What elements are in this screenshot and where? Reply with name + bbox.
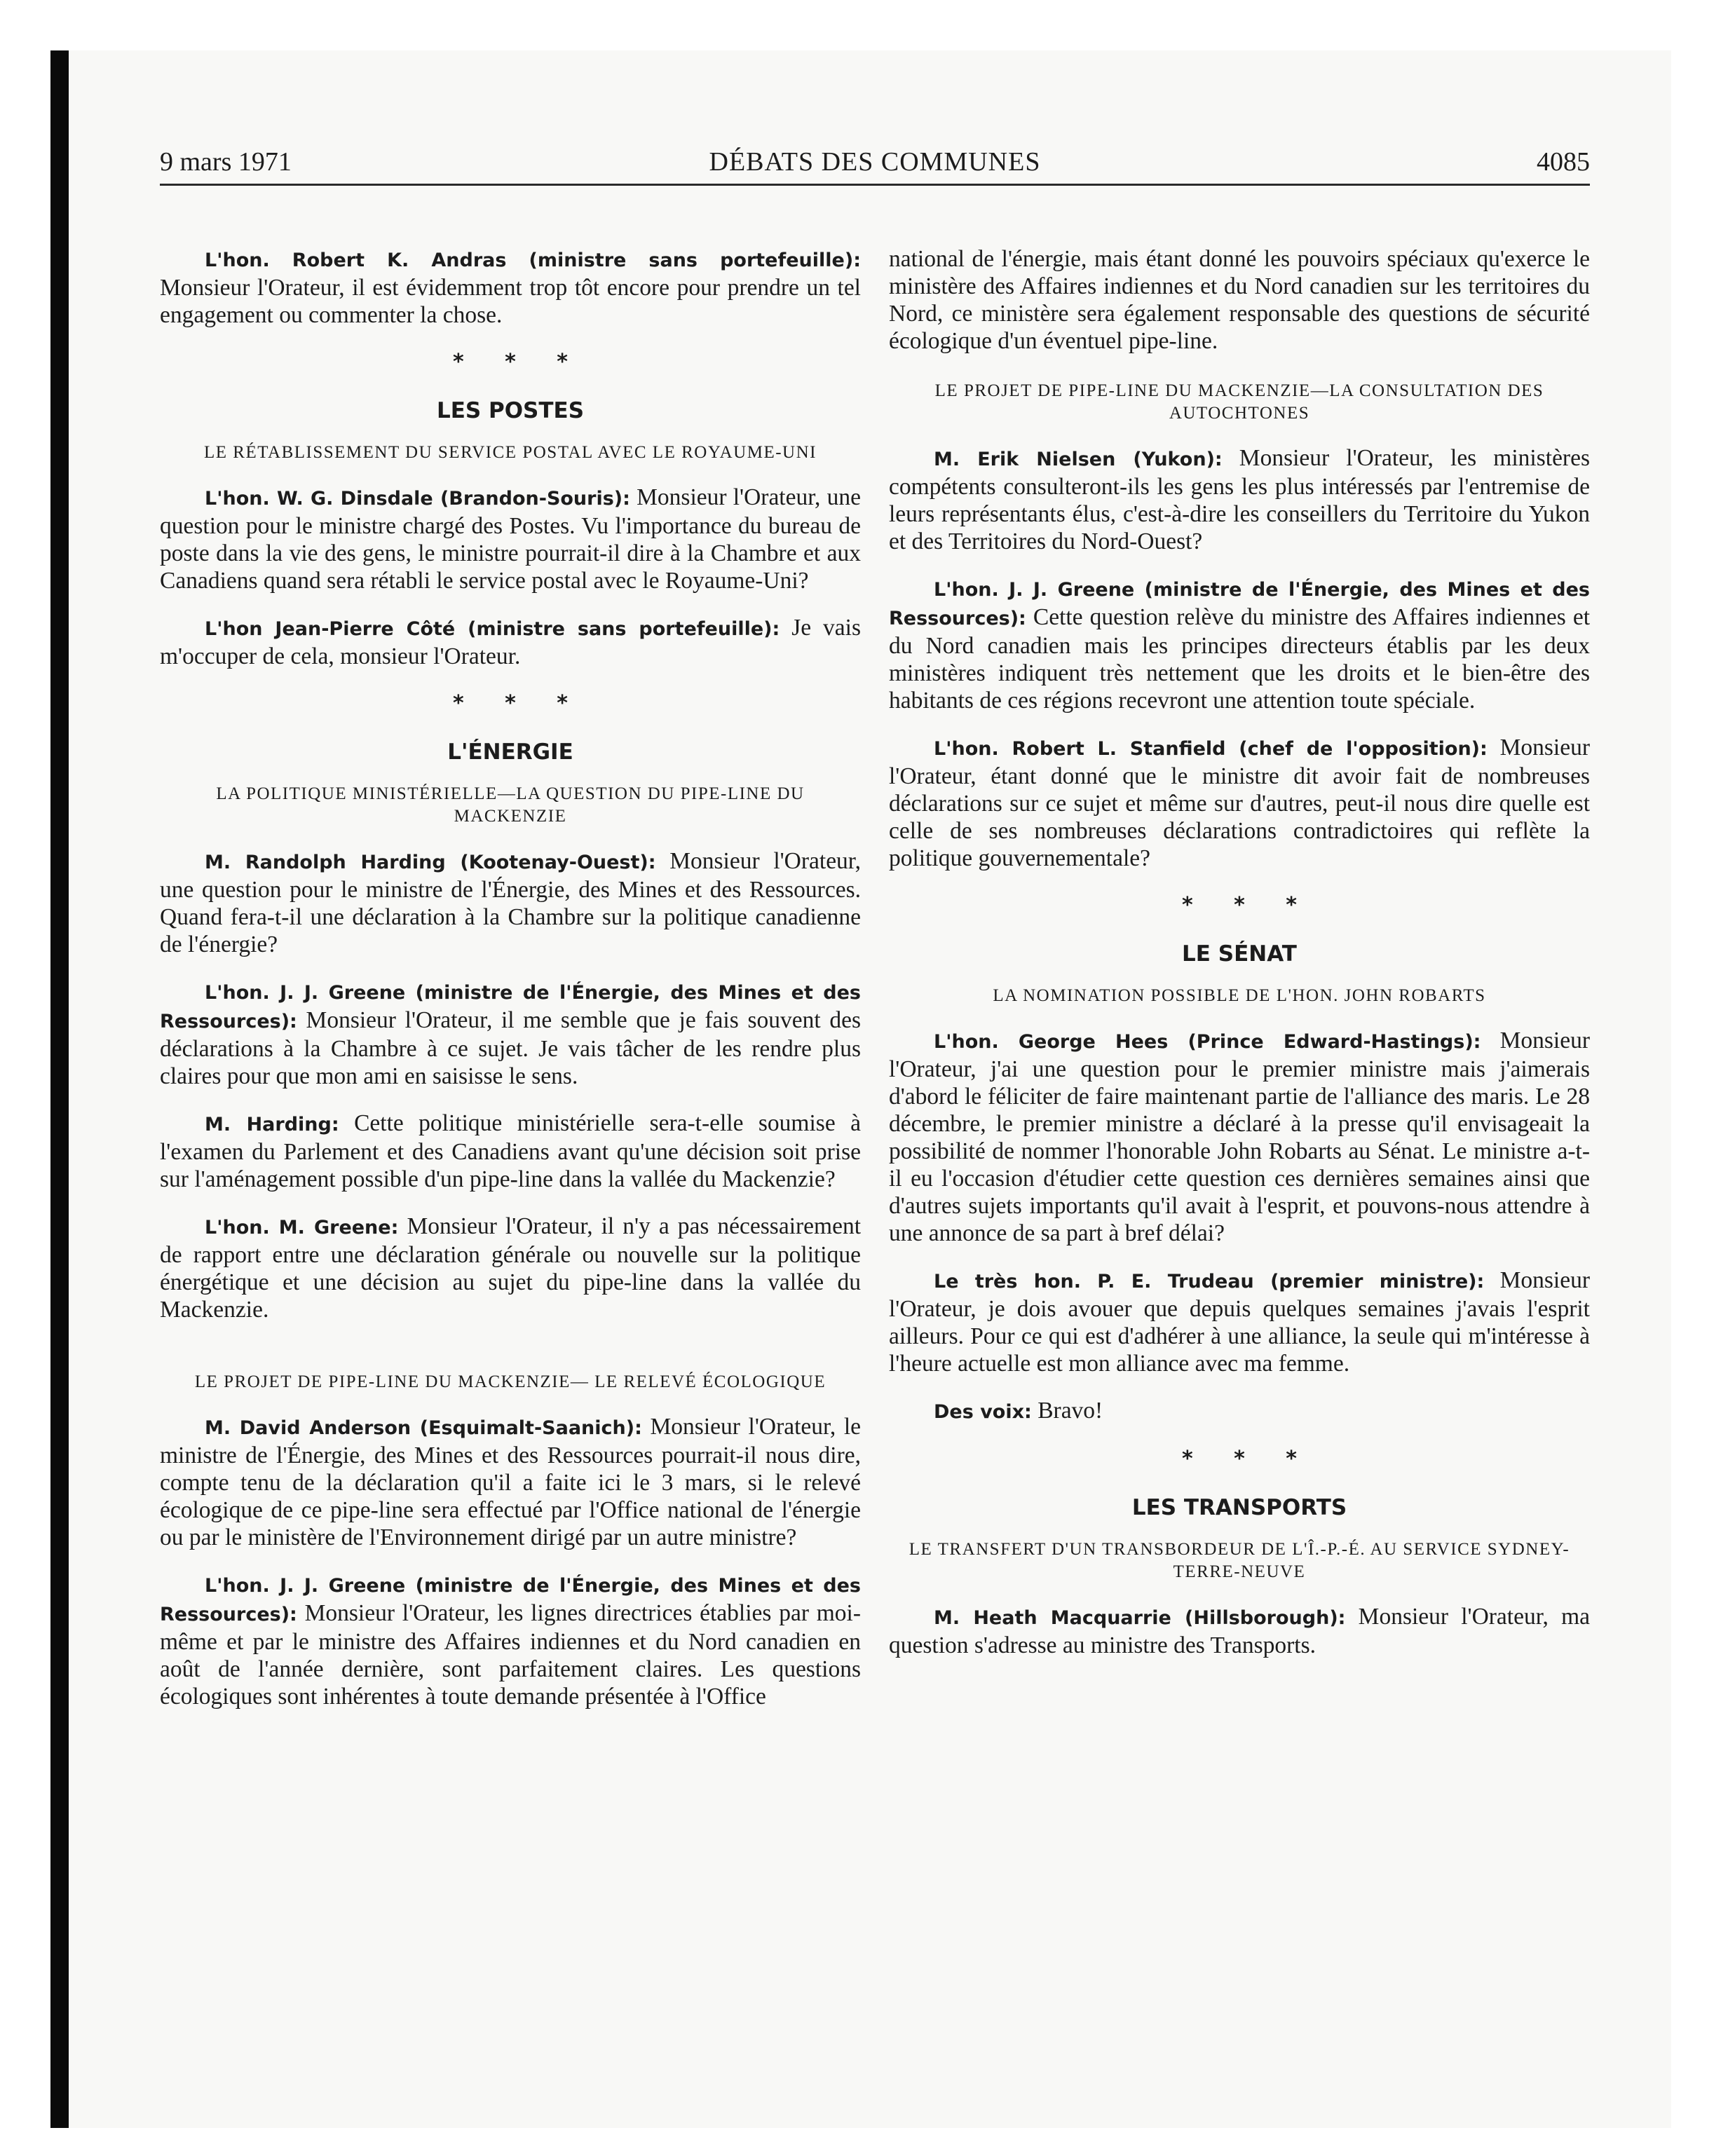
speech-greene <box>160 978 861 1090</box>
scan-binding-edge <box>50 50 69 2128</box>
spacer <box>160 1343 861 1371</box>
speech-text: Cette politique ministérielle sera-t-elle soumise à l'examen du Parlement et des Canadiens avant qu'une décision soit prise sur l'aménagement possible d'un pipe-line dans la vallée du Mackenzie? <box>160 1110 861 1192</box>
header-title: DÉBATS DES COMMUNES <box>709 147 1041 177</box>
speaker: L'hon Jean-Pierre Côté (ministre sans portefeuille): <box>205 618 780 640</box>
speech-text: Monsieur l'Orateur, j'ai une question pour le premier ministre mais j'aimerais d'abord le féliciter de faire maintenant partie de l'alliance des maris. Le 28 décembre, le premier ministre a déclaré à la presse qu'il envisageait la possibilité de nommer l'honorable John Robarts au Sénat. Le ministre a-t-il eu l'occasion d'étudier cette question ces dernières semaines ainsi que d'autres sujets importants qu'il avait à l'esprit, et pouvons-nous attendre à une annonce de sa part à bref délai? <box>889 1028 1590 1246</box>
speaker: M. Erik Nielsen (Yukon): <box>934 449 1223 470</box>
speech-text: Monsieur l'Orateur, le ministre de l'Énergie, des Mines et des Ressources pourrait-il nous dire, compte tenu de la déclaration qu'il a faite ici le 3 mars, si le relevé écologique de ce pipe-line sera effectué par l'Office national de l'énergie ou par le ministère de l'Environnement dirigé par un autre ministre? <box>160 1414 862 1550</box>
speaker: L'hon. George Hees (Prince Edward-Hastings): <box>934 1031 1481 1053</box>
left-column <box>160 245 861 1730</box>
speaker: M. David Anderson (Esquimalt-Saanich): <box>205 1417 642 1439</box>
speaker: L'hon. Robert L. Stanfield (chef de l'opposition): <box>934 738 1488 760</box>
speech-greene <box>160 1571 861 1710</box>
speech-text: Monsieur l'Orateur, les ministères compétents consulteront-ils les gens les plus intéressés par l'entremise de leurs représentants élus, c'est-à-dire les conseillers du Territoire du Yukon et des Territoires du Nord-Ouest? <box>889 445 1590 554</box>
speech-anderson <box>160 1413 861 1551</box>
right-column <box>889 245 1590 1679</box>
speech-continuation <box>889 245 1590 355</box>
speaker: Le très hon. P. E. Trudeau (premier ministre): <box>934 1271 1485 1292</box>
speech-greene <box>160 1213 861 1323</box>
subheading-politique-ministerielle: LA POLITIQUE MINISTÉRIELLE—LA QUESTION DU PIPE-LINE DU MACKENZIE <box>216 784 805 826</box>
speech-harding <box>160 1110 861 1193</box>
page-number: 4085 <box>1537 147 1590 177</box>
section-separator: * * * <box>453 350 585 374</box>
subheading-consultation-autochtones: LE PROJET DE PIPE-LINE DU MACKENZIE—LA CONSULTATION DES AUTOCHTONES <box>934 381 1544 423</box>
speaker: L'hon. W. G. Dinsdale (Brandon-Souris): <box>205 488 630 510</box>
speech-text: Cette question relève du ministre des Affaires indiennes et du Nord canadien mais les principes directeurs établis par les deux ministères indiquent très nettement que les droits et le bien-être des habitants de ces régions recevront une attention toute spéciale. <box>889 604 1591 714</box>
speaker: L'hon. J. J. Greene (ministre de l'Énergie, des Mines et des Ressources): <box>160 1575 861 1625</box>
speech-trudeau <box>889 1267 1590 1377</box>
speaker: M. Heath Macquarrie (Hillsborough): <box>934 1607 1346 1629</box>
section-title-postes: LES POSTES <box>436 398 585 423</box>
running-header <box>160 146 1590 186</box>
speech-text: national de l'énergie, mais étant donné les pouvoirs spéciaux qu'exerce le ministère des Affaires indiennes et du Nord canadien sur les territoires du Nord, ce ministère sera également responsable des questions de sécurité écologique d'un éventuel pipe-line. <box>889 246 1590 354</box>
speech-des-voix <box>889 1397 1590 1426</box>
speech-text: Bravo! <box>1037 1398 1103 1424</box>
section-separator: * * * <box>453 691 585 716</box>
speech-macquarrie <box>889 1603 1590 1659</box>
speaker: L'hon. Robert K. Andras (ministre sans portefeuille): <box>205 250 861 271</box>
section-title-transports: LES TRANSPORTS <box>1131 1495 1347 1520</box>
speech-text: Monsieur l'Orateur, les lignes directrices établies par moi-même et par le ministre des Affaires indiennes et du Nord canadien en août de l'année dernière, sont parfaitement claires. Les questions écologiques sont inhérentes à toute demande présentée à l'Office <box>160 1600 861 1710</box>
header-date: 9 mars 1971 <box>160 147 292 177</box>
speech-dinsdale <box>160 484 861 594</box>
speech-stanfield <box>889 734 1590 872</box>
section-separator: * * * <box>1182 1447 1314 1471</box>
speaker: M. Randolph Harding (Kootenay-Ouest): <box>205 852 656 873</box>
subheading-nomination-robarts: LA NOMINATION POSSIBLE DE L'HON. JOHN ROBARTS <box>993 986 1486 1005</box>
speech-text: Monsieur l'Orateur, il me semble que je fais souvent des déclarations à la Chambre à ce sujet. Je vais tâcher de les rendre plus claires pour que mon ami en saisisse le sens. <box>160 1007 862 1089</box>
section-separator: * * * <box>1182 893 1314 917</box>
speech-text: Je vais m'occuper de cela, monsieur l'Orateur. <box>160 615 861 669</box>
speech-text: Monsieur l'Orateur, il est évidemment trop tôt encore pour prendre un tel engagement ou commenter la chose. <box>160 275 861 328</box>
speech-nielsen <box>889 444 1590 555</box>
subheading-transfert-transbordeur: LE TRANSFERT D'UN TRANSBORDEUR DE L'Î.-P.-É. AU SERVICE SYDNEY-TERRE-NEUVE <box>909 1540 1570 1581</box>
speech-text: Monsieur l'Orateur, je dois avouer que depuis quelques semaines j'avais l'esprit ailleurs. Pour ce qui est d'adhérer à une alliance, la seule qui m'intéresse à l'heure actuelle est mon alliance avec ma femme. <box>889 1267 1591 1377</box>
section-title-energie: L'ÉNERGIE <box>447 739 573 765</box>
speech-text: Monsieur l'Orateur, étant donné que le ministre dit avoir fait de nombreuses déclarations sur ce sujet et même sur d'autres, peut-il nous dire quelle est celle de ses nombreuses déclarations contradictoires qui reflète la politique gouvernementale? <box>889 735 1591 871</box>
speaker: L'hon. J. J. Greene (ministre de l'Énergie, des Mines et des Ressources): <box>160 982 861 1032</box>
speech-cote <box>160 614 861 670</box>
speech-andras <box>160 245 861 329</box>
subheading-service-postal: LE RÉTABLISSEMENT DU SERVICE POSTAL AVEC LE ROYAUME-UNI <box>204 443 817 462</box>
section-title-senat: LE SÉNAT <box>1182 941 1297 967</box>
speaker: L'hon. J. J. Greene (ministre de l'Énergie, des Mines et des Ressources): <box>889 579 1590 629</box>
speech-greene <box>889 575 1590 714</box>
speech-text: Monsieur l'Orateur, une question pour le ministre chargé des Postes. Vu l'importance du bureau de poste dans la vie des gens, le ministre pourrait-il dire à la Chambre et aux Canadiens quand sera rétabli le service postal avec le Royaume-Uni? <box>160 484 861 594</box>
speaker: Des voix: <box>934 1401 1032 1423</box>
subheading-releve-ecologique: LE PROJET DE PIPE-LINE DU MACKENZIE— LE RELEVÉ ÉCOLOGIQUE <box>194 1372 826 1391</box>
speech-harding <box>160 847 861 958</box>
speaker: L'hon. M. Greene: <box>205 1217 399 1239</box>
speaker: M. Harding: <box>205 1114 339 1135</box>
speech-text: Monsieur l'Orateur, ma question s'adresse au ministre des Transports. <box>889 1604 1591 1658</box>
speech-text: Monsieur l'Orateur, une question pour le ministre de l'Énergie, des Mines et des Ressources. Quand fera-t-il une déclaration à la Chambre sur la politique canadienne de l'énergie? <box>160 848 861 957</box>
speech-text: Monsieur l'Orateur, il n'y a pas nécessairement de rapport entre une déclaration générale ou nouvelle sur la politique énergétique et une décision au sujet du pipe-line dans la vallée du Mackenzie. <box>160 1213 862 1323</box>
speech-hees <box>889 1027 1590 1247</box>
